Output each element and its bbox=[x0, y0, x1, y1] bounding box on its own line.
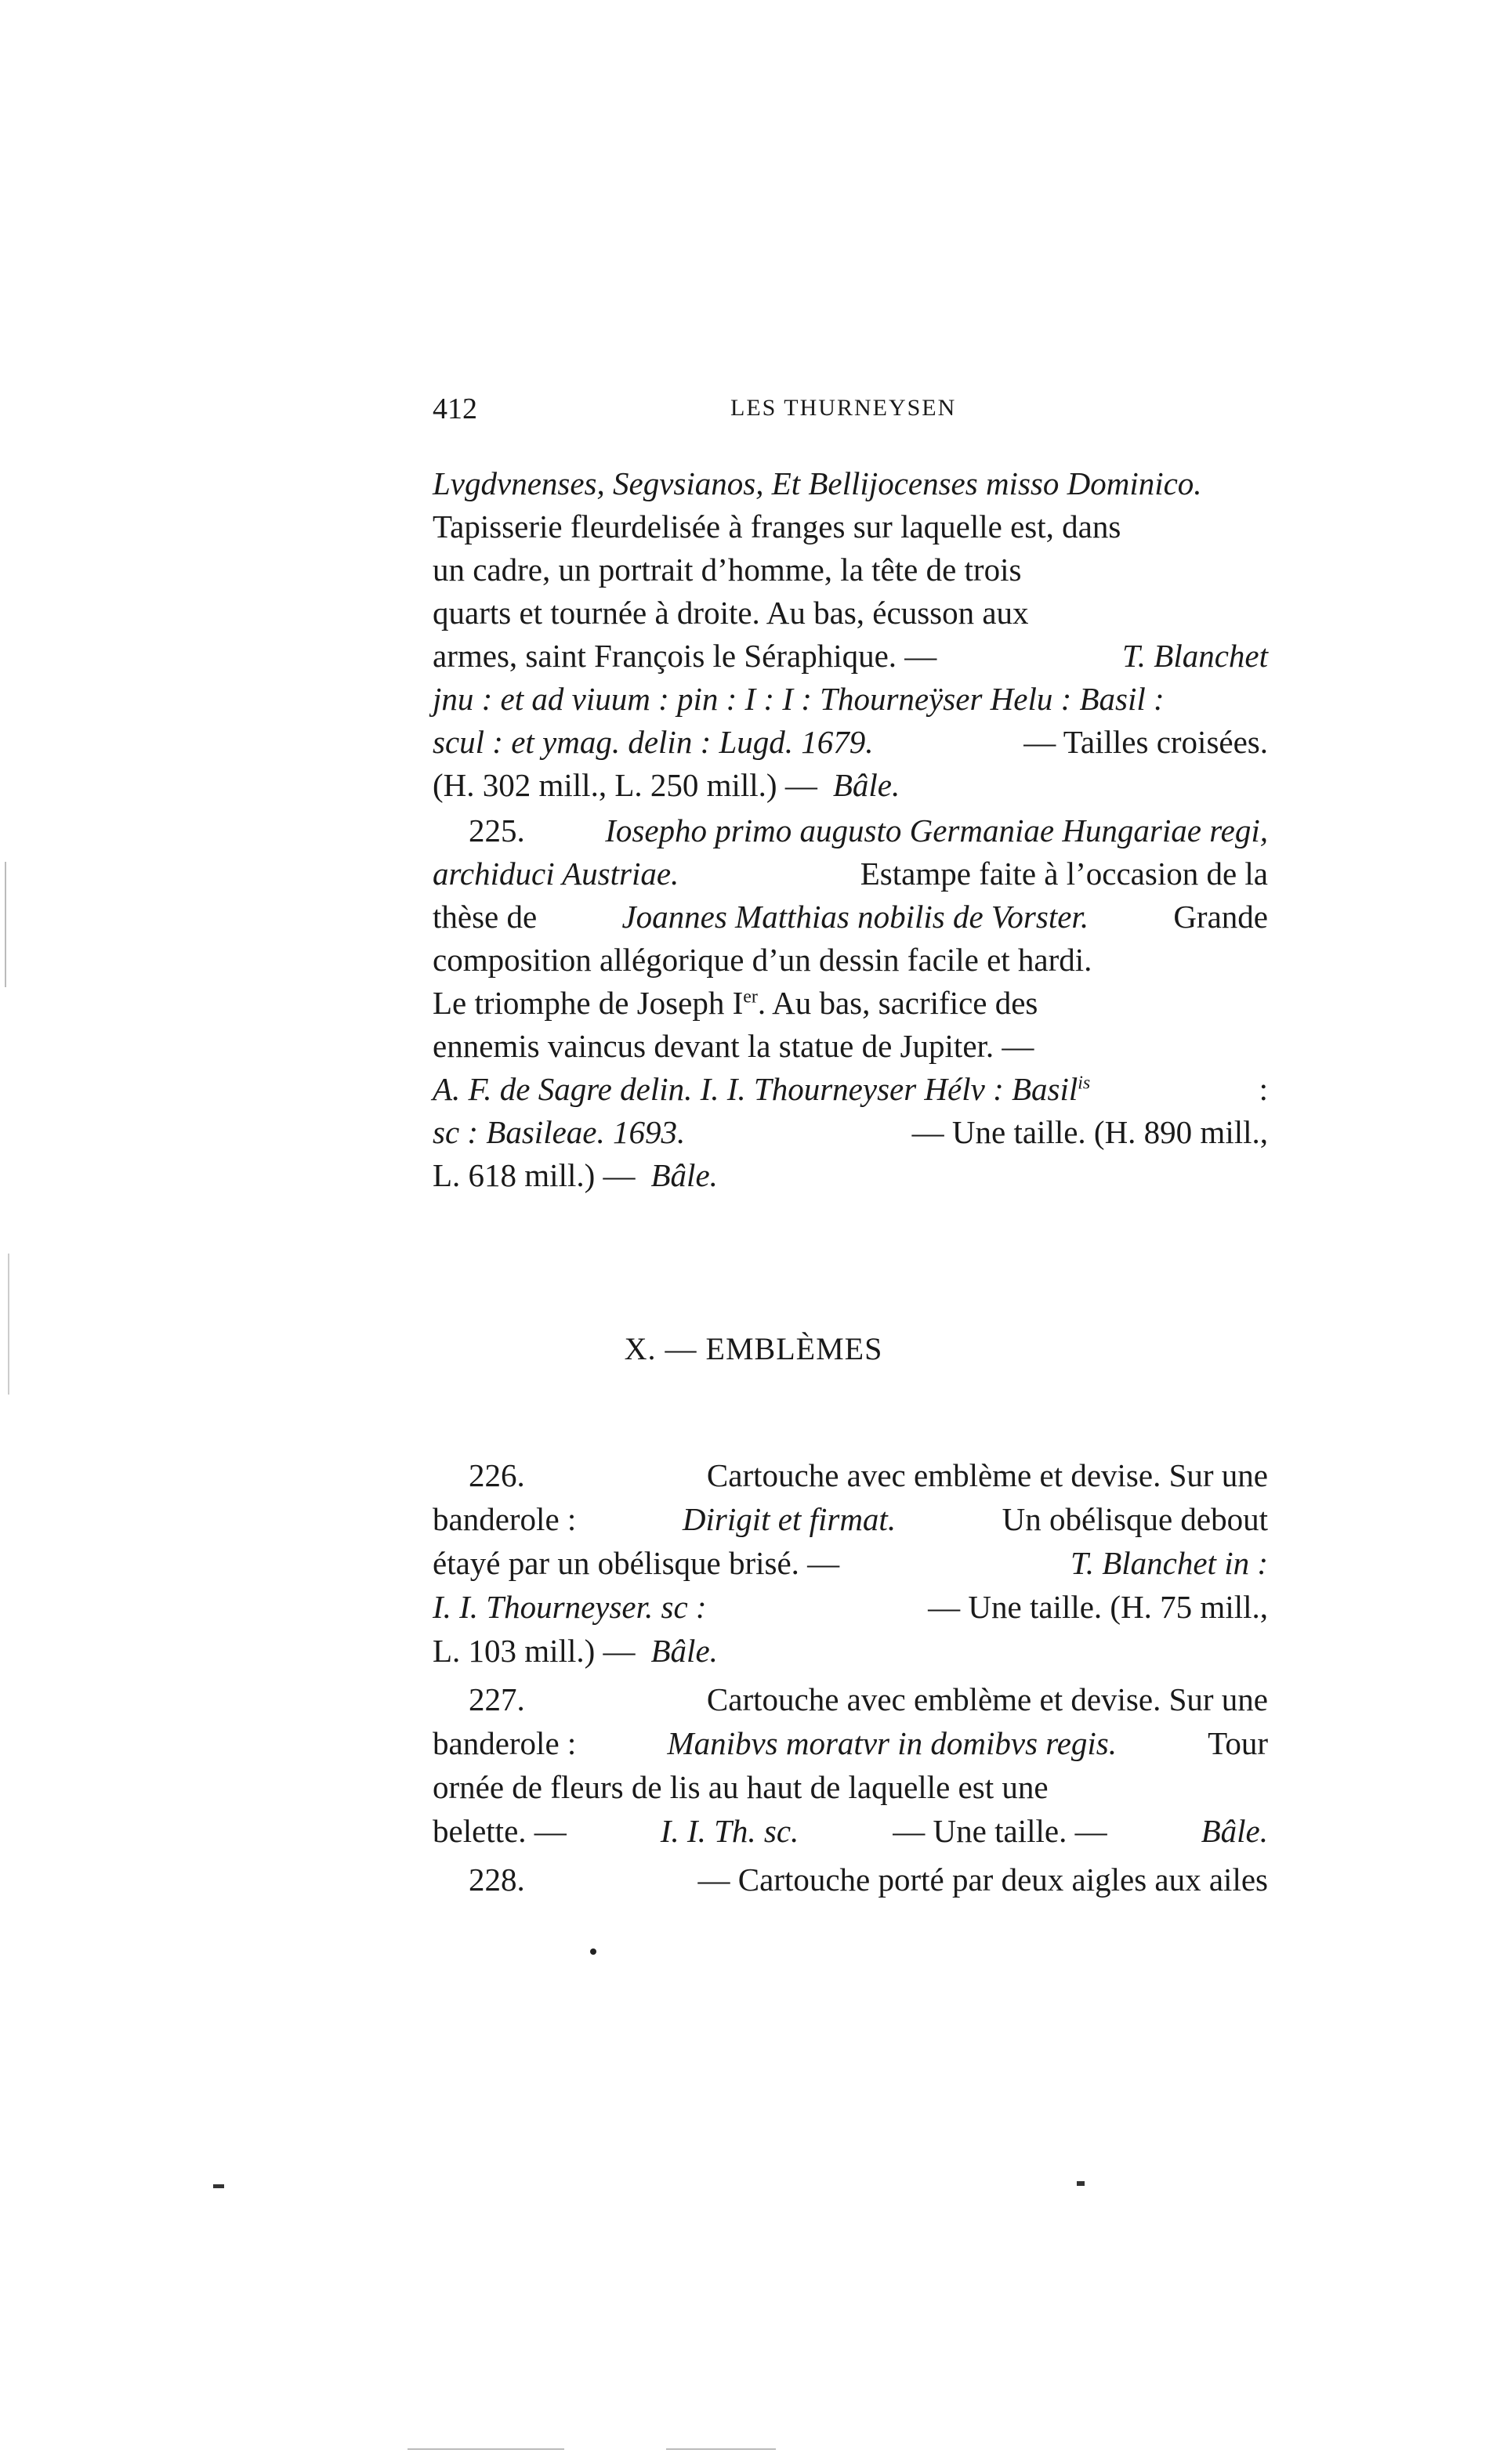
entry-text: Le triomphe de Joseph I bbox=[433, 985, 744, 1021]
entry-text-italic: sc : Basileae. 1693. bbox=[433, 1114, 686, 1150]
scan-speck bbox=[1077, 2181, 1085, 2186]
entry-text-italic: Joannes Matthias nobilis de Vorster. bbox=[621, 899, 1089, 935]
text-line bbox=[433, 980, 1268, 1026]
entry-text: Un obélisque debout bbox=[1002, 1501, 1268, 1537]
entry-text: un cadre, un portrait d’homme, la tête de trois bbox=[433, 552, 1022, 588]
text-line bbox=[433, 1152, 1268, 1198]
entry-text: banderole : bbox=[433, 1725, 577, 1761]
scan-speck bbox=[213, 2184, 224, 2188]
entry-text: — Cartouche porté par deux aigles aux ailes bbox=[697, 1862, 1268, 1898]
entry-text-italic: Bâle. bbox=[650, 1633, 718, 1669]
text-line bbox=[469, 808, 1268, 853]
entry-text-italic: Bâle. bbox=[832, 767, 900, 803]
entry-text: Cartouche avec emblème et devise. Sur une bbox=[706, 1457, 1268, 1493]
entry-number: 225. bbox=[469, 812, 525, 848]
entry-number: 227. bbox=[469, 1681, 525, 1717]
superscript: is bbox=[1078, 1073, 1091, 1094]
page-number: 412 bbox=[433, 393, 477, 425]
entry-text: belette. — bbox=[433, 1813, 567, 1849]
entry-text: ennemis vaincus devant la statue de Jupiter. — bbox=[433, 1028, 1034, 1064]
entry-text-group bbox=[433, 1066, 1090, 1112]
entry-number: 228. bbox=[469, 1862, 525, 1898]
entry-text-italic: Bâle. bbox=[650, 1157, 718, 1193]
running-title: LES THURNEYSEN bbox=[730, 395, 957, 421]
text-line bbox=[433, 1808, 1268, 1854]
entry-text: Tour bbox=[1208, 1725, 1268, 1761]
scan-edge-mark bbox=[8, 1254, 9, 1395]
text-line bbox=[433, 1628, 1268, 1673]
text-line bbox=[433, 762, 1268, 808]
scan-speck bbox=[590, 1948, 596, 1955]
entry-text: armes, saint François le Séraphique. — bbox=[433, 638, 937, 674]
entry-text-italic: Bâle. bbox=[1201, 1813, 1268, 1849]
entry-text: Tapisserie fleurdelisée à franges sur laquelle est, dans bbox=[433, 508, 1121, 545]
text-line bbox=[433, 1720, 1268, 1766]
text-line bbox=[433, 1109, 1268, 1155]
entry-text: L. 618 mill.) — bbox=[433, 1157, 636, 1193]
text-line bbox=[433, 1066, 1268, 1112]
entry-text: Estampe faite à l’occasion de la bbox=[860, 856, 1268, 892]
scan-edge-mark bbox=[5, 862, 6, 987]
text-line bbox=[433, 633, 1268, 678]
entry-text-italic: I. I. Thourneyser. sc : bbox=[433, 1589, 707, 1625]
entry-text-italic: T. Blanchet bbox=[1122, 638, 1268, 674]
entry-text: — Une taille. (H. 890 mill., bbox=[911, 1114, 1268, 1150]
entry-text: banderole : bbox=[433, 1501, 577, 1537]
text-line bbox=[433, 1584, 1268, 1630]
entry-text: : bbox=[1259, 1071, 1268, 1107]
superscript: er bbox=[743, 986, 758, 1008]
entry-text: Grande bbox=[1173, 899, 1268, 935]
text-line bbox=[433, 1540, 1268, 1586]
text-line bbox=[433, 1023, 1268, 1069]
text-line bbox=[433, 894, 1268, 939]
text-line bbox=[433, 676, 1268, 722]
text-line bbox=[469, 1677, 1268, 1722]
text-line bbox=[433, 937, 1268, 982]
entry-text: (H. 302 mill., L. 250 mill.) — bbox=[433, 767, 817, 803]
entry-text-italic: T. Blanchet in : bbox=[1070, 1545, 1268, 1581]
entry-text: — Une taille. (H. 75 mill., bbox=[928, 1589, 1268, 1625]
text-line bbox=[433, 1496, 1268, 1542]
entry-text-italic: I. I. Th. sc. bbox=[660, 1813, 799, 1849]
entry-text-italic: jnu : et ad viuum : pin : I : I : Thourneÿser Helu : Basil : bbox=[433, 681, 1165, 717]
entry-text-italic: Dirigit et firmat. bbox=[682, 1501, 897, 1537]
entry-text-italic: Manibvs moratvr in domibvs regis. bbox=[667, 1725, 1118, 1761]
text-line bbox=[433, 851, 1268, 896]
entry-text: — Tailles croisées. bbox=[1023, 724, 1268, 760]
text-line bbox=[433, 547, 1268, 592]
entry-text: . Au bas, sacrifice des bbox=[757, 985, 1038, 1021]
entry-text-italic: scul : et ymag. delin : Lugd. 1679. bbox=[433, 724, 874, 760]
text-line bbox=[433, 504, 1268, 549]
entry-text: étayé par un obélisque brisé. — bbox=[433, 1545, 840, 1581]
text-line bbox=[469, 1857, 1268, 1902]
entry-text-italic: Iosepho primo augusto Germaniae Hungariae regi, bbox=[605, 812, 1268, 848]
text-line bbox=[433, 590, 1268, 635]
entry-text: composition allégorique d’un dessin facile et hardi. bbox=[433, 942, 1092, 978]
entry-text-italic: A. F. de Sagre delin. I. I. Thourneyser Hélv : Basil bbox=[433, 1071, 1078, 1107]
entry-text: quarts et tournée à droite. Au bas, écusson aux bbox=[433, 595, 1029, 631]
entry-text-italic: archiduci Austriae. bbox=[433, 856, 679, 892]
text-line bbox=[433, 719, 1268, 765]
entry-text: thèse de bbox=[433, 899, 538, 935]
text-line bbox=[433, 1764, 1268, 1810]
scan-edge-mark bbox=[408, 2448, 564, 2450]
entry-text: L. 103 mill.) — bbox=[433, 1633, 636, 1669]
scan-edge-mark bbox=[666, 2448, 776, 2450]
entry-text: Lvgdvnenses, Segvsianos, Et Bellijocenses misso Dominico. bbox=[433, 465, 1202, 501]
entry-number: 226. bbox=[469, 1457, 525, 1493]
entry-text: ornée de fleurs de lis au haut de laquelle est une bbox=[433, 1769, 1049, 1805]
entry-text: Cartouche avec emblème et devise. Sur une bbox=[706, 1681, 1268, 1717]
text-line bbox=[469, 1453, 1268, 1498]
section-title: X. — EMBLÈMES bbox=[624, 1331, 883, 1366]
running-head bbox=[433, 392, 1268, 431]
text-line bbox=[433, 461, 1268, 506]
entry-text-group bbox=[433, 980, 1038, 1026]
entry-text: — Une taille. — bbox=[893, 1813, 1107, 1849]
